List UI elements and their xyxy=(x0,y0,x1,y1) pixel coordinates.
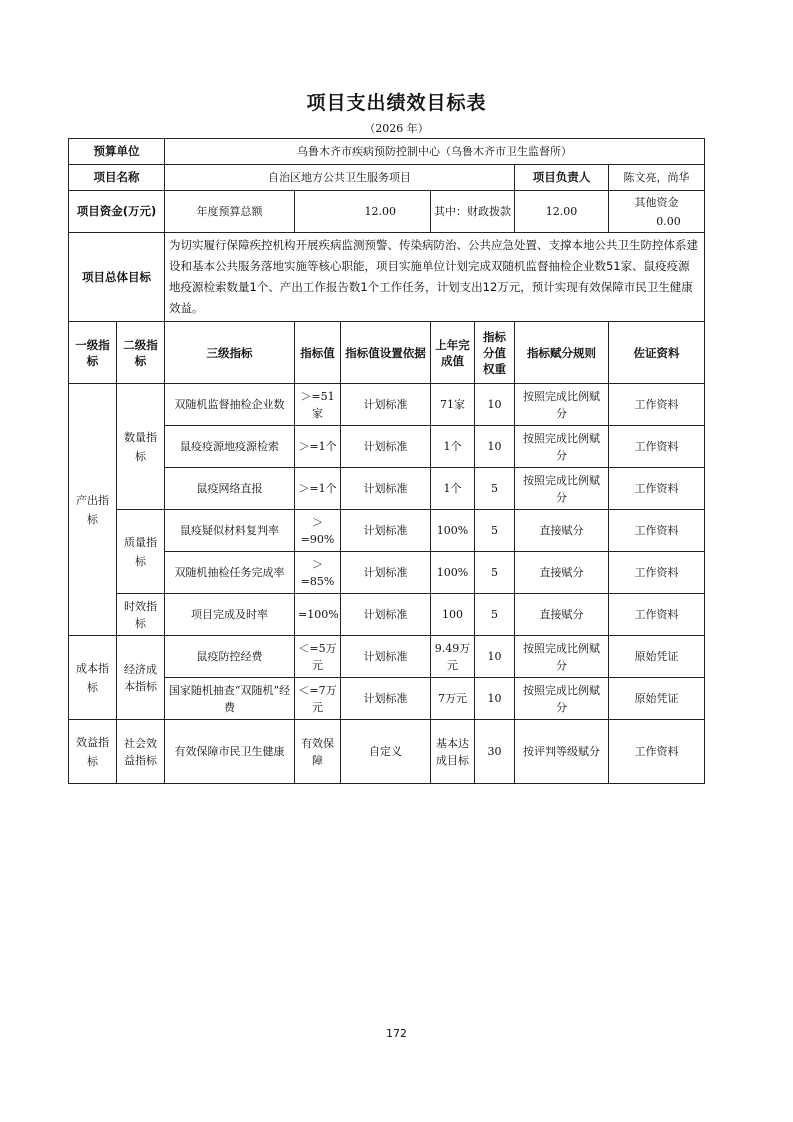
group-output: 产出指标 xyxy=(69,384,117,636)
leader-value: 陈文亮，尚华 xyxy=(609,165,705,191)
cell-basis: 计划标准 xyxy=(341,552,431,594)
cell-last: 100% xyxy=(431,552,475,594)
cell-basis: 自定义 xyxy=(341,720,431,784)
col-rule: 指标赋分规则 xyxy=(515,322,609,384)
other-value: 0.00 xyxy=(656,214,681,228)
unit-label: 预算单位 xyxy=(69,139,165,165)
table-row xyxy=(69,510,705,552)
cell-evidence: 工作资料 xyxy=(609,384,705,426)
cell-basis: 计划标准 xyxy=(341,468,431,510)
cell-basis: 计划标准 xyxy=(341,678,431,720)
cell-rule: 直接赋分 xyxy=(515,594,609,636)
col-level2: 二级指标 xyxy=(117,322,165,384)
group-social-benefit: 社会效益指标 xyxy=(117,720,165,784)
performance-table xyxy=(68,138,705,784)
cell-l3: 有效保障市民卫生健康 xyxy=(165,720,295,784)
col-value: 指标值 xyxy=(295,322,341,384)
annual-label: 年度预算总额 xyxy=(165,191,295,233)
cell-value: ＞=1个 xyxy=(295,468,341,510)
cell-l3: 鼠疫疑似材料复判率 xyxy=(165,510,295,552)
table-row xyxy=(69,594,705,636)
unit-value: 乌鲁木齐市疾病预防控制中心（乌鲁木齐市卫生监督所） xyxy=(165,139,705,165)
cell-weight: 5 xyxy=(475,594,515,636)
other-block xyxy=(609,191,705,233)
cell-weight: 10 xyxy=(475,636,515,678)
cell-evidence: 工作资料 xyxy=(609,552,705,594)
table-row xyxy=(69,720,705,784)
cell-evidence: 工作资料 xyxy=(609,720,705,784)
cell-last: 7万元 xyxy=(431,678,475,720)
cell-evidence: 工作资料 xyxy=(609,594,705,636)
page-title: 项目支出绩效目标表 xyxy=(306,92,487,114)
cell-rule: 按照完成比例赋分 xyxy=(515,636,609,678)
cell-evidence: 工作资料 xyxy=(609,426,705,468)
cell-evidence: 原始凭证 xyxy=(609,636,705,678)
year-label: （2026 年） xyxy=(364,122,429,135)
cell-rule: 直接赋分 xyxy=(515,552,609,594)
cell-weight: 5 xyxy=(475,468,515,510)
cell-l3: 国家随机抽查“双随机”经费 xyxy=(165,678,295,720)
table-row xyxy=(69,426,705,468)
annual-value: 12.00 xyxy=(295,191,431,233)
cell-last: 1个 xyxy=(431,426,475,468)
col-weight: 指标分值权重 xyxy=(475,322,515,384)
leader-label: 项目负责人 xyxy=(515,165,609,191)
other-label: 其他资金 xyxy=(634,195,679,209)
table-row xyxy=(69,468,705,510)
col-level3: 三级指标 xyxy=(165,322,295,384)
cell-l3: 项目完成及时率 xyxy=(165,594,295,636)
cell-weight: 5 xyxy=(475,510,515,552)
cell-last: 9.49万元 xyxy=(431,636,475,678)
group-timeliness: 时效指标 xyxy=(117,594,165,636)
project-label: 项目名称 xyxy=(69,165,165,191)
cell-evidence: 工作资料 xyxy=(609,510,705,552)
table-row xyxy=(69,552,705,594)
cell-basis: 计划标准 xyxy=(341,384,431,426)
cell-l3: 双随机抽检任务完成率 xyxy=(165,552,295,594)
cell-last: 基本达成目标 xyxy=(431,720,475,784)
cell-rule: 按照完成比例赋分 xyxy=(515,426,609,468)
cell-evidence: 原始凭证 xyxy=(609,678,705,720)
cell-basis: 计划标准 xyxy=(341,510,431,552)
cell-value: ＞=85% xyxy=(295,552,341,594)
cell-basis: 计划标准 xyxy=(341,594,431,636)
group-quantity: 数量指标 xyxy=(117,384,165,510)
col-level1: 一级指标 xyxy=(69,322,117,384)
fiscal-label: 其中：财政拨款 xyxy=(431,191,515,233)
goal-text: 为切实履行保障疾控机构开展疾病监测预警、传染病防治、公共应急处置、支撑本地公共卫生防控体系建设和基本公共服务落地实施等核心职能，项目实施单位计划完成双随机监督抽检企业数51家、鼠疫疫源地疫源检索数量1个、产出工作报告数1个工作任务，计划支出12万元，预计实现有效保障市民卫生健康效益。 xyxy=(165,233,705,322)
cell-value: =100% xyxy=(295,594,341,636)
cell-value: ＜=5万元 xyxy=(295,636,341,678)
cell-basis: 计划标准 xyxy=(341,426,431,468)
group-cost: 成本指标 xyxy=(69,636,117,720)
cell-l3: 鼠疫网络直报 xyxy=(165,468,295,510)
group-economic-cost: 经济成本指标 xyxy=(117,636,165,720)
cell-last: 1个 xyxy=(431,468,475,510)
goal-label: 项目总体目标 xyxy=(69,233,165,322)
group-quality: 质量指标 xyxy=(117,510,165,594)
col-basis: 指标值设置依据 xyxy=(341,322,431,384)
cell-value: ＞=51家 xyxy=(295,384,341,426)
cell-weight: 5 xyxy=(475,552,515,594)
cell-value: ＜=7万元 xyxy=(295,678,341,720)
table-row xyxy=(69,384,705,426)
cell-rule: 按照完成比例赋分 xyxy=(515,384,609,426)
fiscal-value: 12.00 xyxy=(515,191,609,233)
col-evidence: 佐证资料 xyxy=(609,322,705,384)
cell-l3: 鼠疫疫源地疫源检索 xyxy=(165,426,295,468)
cell-rule: 按照完成比例赋分 xyxy=(515,468,609,510)
cell-weight: 10 xyxy=(475,678,515,720)
cell-value: 有效保障 xyxy=(295,720,341,784)
cell-last: 100 xyxy=(431,594,475,636)
cell-weight: 30 xyxy=(475,720,515,784)
cell-weight: 10 xyxy=(475,384,515,426)
table-row xyxy=(69,636,705,678)
cell-value: ＞=90% xyxy=(295,510,341,552)
page-number: 172 xyxy=(386,1027,407,1040)
cell-last: 100% xyxy=(431,510,475,552)
cell-basis: 计划标准 xyxy=(341,636,431,678)
cell-weight: 10 xyxy=(475,426,515,468)
cell-rule: 直接赋分 xyxy=(515,510,609,552)
cell-rule: 按评判等级赋分 xyxy=(515,720,609,784)
cell-rule: 按照完成比例赋分 xyxy=(515,678,609,720)
cell-value: ＞=1个 xyxy=(295,426,341,468)
project-value: 自治区地方公共卫生服务项目 xyxy=(165,165,515,191)
group-benefit: 效益指标 xyxy=(69,720,117,784)
cell-l3: 鼠疫防控经费 xyxy=(165,636,295,678)
col-last-year: 上年完成值 xyxy=(431,322,475,384)
fund-label: 项目资金(万元) xyxy=(69,191,165,233)
cell-l3: 双随机监督抽检企业数 xyxy=(165,384,295,426)
table-row xyxy=(69,678,705,720)
cell-evidence: 工作资料 xyxy=(609,468,705,510)
cell-last: 71家 xyxy=(431,384,475,426)
